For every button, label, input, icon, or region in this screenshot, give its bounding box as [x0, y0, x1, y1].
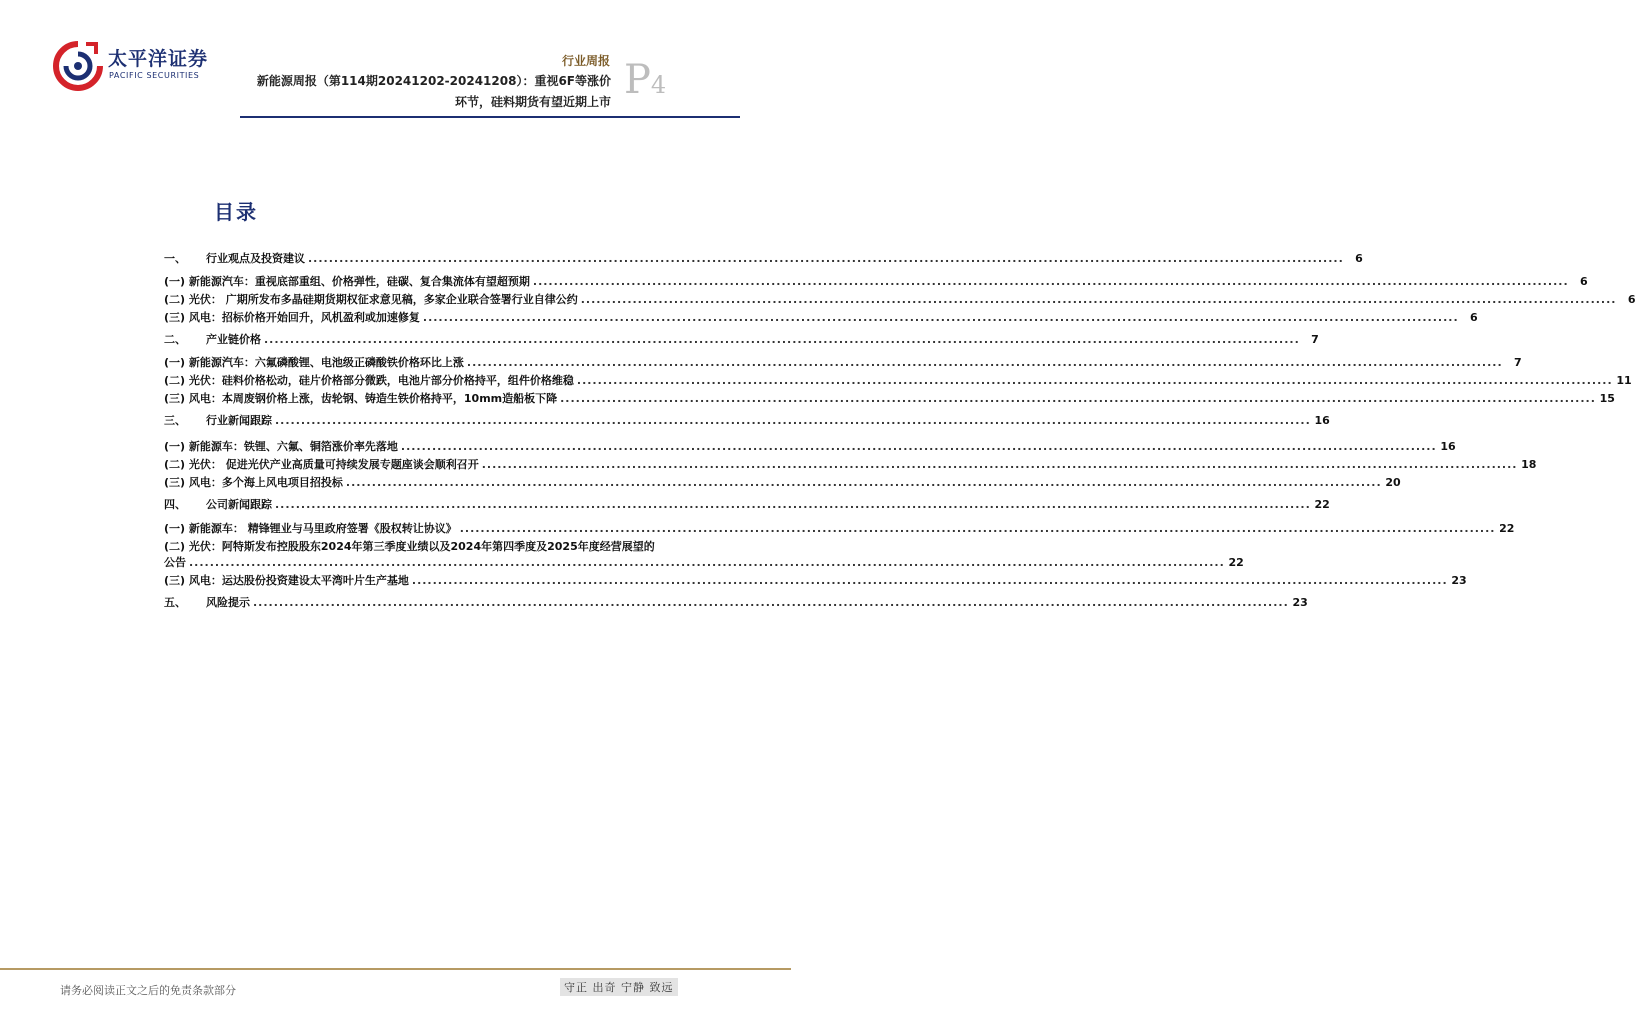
logo-chinese-name: 太平洋证券 [108, 48, 209, 70]
toc-leader-dots: ........................................................................................................................................................................................................ [466, 356, 1503, 369]
toc-leader-dots: ........................................................................................................................................................................................................ [481, 458, 1518, 471]
toc-leader-dots: ........................................................................................................................................................................................................ [345, 476, 1382, 489]
logo-english-name: PACIFIC SECURITIES [109, 71, 200, 80]
toc-entry[interactable] [164, 412, 1330, 430]
toc-entry[interactable] [164, 438, 1456, 456]
toc-entry-number: 五、 [164, 596, 186, 609]
toc-entry-text: 新能源汽车：重视底部重组、价格弹性，硅碳、复合集流体有望超预期 [188, 275, 530, 288]
page-header [0, 0, 791, 120]
toc-entry[interactable] [164, 572, 1467, 590]
toc-entry[interactable] [164, 309, 1478, 327]
toc-entry-page: 15 [1599, 392, 1615, 405]
toc-entry-continuation[interactable] [164, 554, 1244, 572]
toc-entry-text: 产业链价格 [206, 333, 261, 346]
toc-entry[interactable] [164, 331, 1319, 349]
toc-leader-dots: ........................................................................................................................................................................................................ [576, 374, 1613, 387]
toc-entry[interactable] [164, 250, 1363, 268]
toc-entry-text: 光伏： 促进光伏产业高质量可持续发展专题座谈会顺利召开 [188, 458, 479, 471]
toc-entry-page: 22 [1228, 556, 1244, 569]
toc-entry-text: 公告 [164, 556, 186, 569]
toc-leader-dots: ........................................................................................................................................................................................................ [459, 522, 1496, 535]
pacific-logo-icon [52, 40, 104, 92]
toc-entry-text: 风险提示 [206, 596, 250, 609]
toc-entry-number: 四、 [164, 498, 186, 511]
toc-entry[interactable] [164, 456, 1537, 474]
toc-entry-text: 风电：运达股份投资建设太平湾叶片生产基地 [188, 574, 409, 587]
toc-leader-dots: ........................................................................................................................................................................................................ [275, 414, 1311, 427]
toc-entry-text: 光伏： 广期所发布多晶硅期货期权征求意见稿，多家企业联合签署行业自律公约 [188, 293, 578, 306]
toc-entry[interactable] [164, 496, 1330, 514]
footer-slogan: 守正 出奇 宁静 致远 [560, 978, 678, 996]
toc-entry-page: 6 [1579, 275, 1588, 288]
toc-entry[interactable] [164, 354, 1522, 372]
toc-entry-number: (一) [164, 440, 189, 453]
toc-entry-text: 新能源车： 精锋锂业与马里政府签署《股权转让协议》 [188, 522, 457, 535]
toc-entry-number: (一) [164, 522, 189, 535]
toc-entry-number: (二) [164, 293, 189, 306]
toc-leader-dots: ........................................................................................................................................................................................................ [422, 311, 1459, 324]
toc-entry-number: (三) [164, 392, 189, 405]
toc-entry-page: 23 [1451, 574, 1467, 587]
toc-entry[interactable] [164, 372, 1632, 390]
toc-entry-number: (三) [164, 311, 189, 324]
toc-entry-page: 22 [1499, 522, 1515, 535]
toc-entry-number: (三) [164, 476, 189, 489]
toc-entry-text: 光伏：硅料价格松动，硅片价格部分微跌，电池片部分价格持平，组件价格维稳 [188, 374, 574, 387]
company-logo [52, 40, 212, 92]
toc-entry-number: (二) [164, 374, 189, 387]
toc-entry-page: 18 [1521, 458, 1537, 471]
footer-disclaimer: 请务必阅读正文之后的免责条款部分 [60, 984, 236, 997]
toc-leader-dots: ........................................................................................................................................................................................................ [253, 596, 1289, 609]
toc-entry[interactable] [164, 390, 1615, 408]
page-letter: P [624, 57, 651, 103]
toc-entry-text: 公司新闻跟踪 [206, 498, 272, 511]
toc-entry-text: 新能源汽车：六氟磷酸锂、电池级正磷酸铁价格环比上涨 [188, 356, 464, 369]
footer-divider [0, 968, 791, 970]
toc-entry[interactable] [164, 520, 1515, 538]
toc-entry-text: 风电：招标价格开始回升，风机盈利或加速修复 [188, 311, 420, 324]
report-title-line-2: 环节，硅料期货有望近期上市 [454, 95, 611, 109]
toc-entry-text: 新能源车：铁锂、六氟、铜箔涨价率先落地 [188, 440, 398, 453]
toc-entry-number: (一) [164, 356, 189, 369]
toc-leader-dots: ........................................................................................................................................................................................................ [400, 440, 1437, 453]
toc-entry-page: 20 [1385, 476, 1401, 489]
header-divider [240, 116, 740, 118]
toc-entry-text: 行业新闻跟踪 [206, 414, 272, 427]
toc-entry[interactable] [164, 273, 1588, 291]
toc-leader-dots: ........................................................................................................................................................................................................ [189, 556, 1225, 569]
toc-entry-page: 6 [1469, 311, 1478, 324]
toc-entry-text: 行业观点及投资建议 [206, 252, 305, 265]
toc-entry-number: (二) [164, 458, 189, 471]
toc-entry-page: 16 [1440, 440, 1456, 453]
toc-entry-page: 11 [1616, 374, 1632, 387]
toc-entry-text: 光伏：阿特斯发布控股股东2024年第三季度业绩以及2024年第四季度及2025年度经营展望的 [188, 540, 655, 553]
page-number [624, 57, 667, 105]
page-digit: 4 [650, 71, 667, 99]
toc-entry[interactable] [164, 291, 1635, 309]
toc-entry-number: 二、 [164, 333, 186, 346]
toc-leader-dots: ........................................................................................................................................................................................................ [580, 293, 1617, 306]
toc-entry[interactable] [164, 538, 738, 554]
report-category: 行业周报 [561, 54, 610, 68]
toc-entry-number: (二) [164, 540, 189, 553]
toc-entry-number: (一) [164, 275, 189, 288]
toc-entry[interactable] [164, 594, 1308, 612]
toc-entry-page: 7 [1311, 333, 1319, 346]
toc-entry-page: 7 [1513, 356, 1522, 369]
toc-entry[interactable] [164, 474, 1401, 492]
report-title-line-1: 新能源周报（第114期20241202-20241208）：重视6F等涨价 [256, 74, 611, 88]
toc-entry-number: (三) [164, 574, 189, 587]
toc-leader-dots: ........................................................................................................................................................................................................ [308, 252, 1344, 265]
toc-entry-text: 风电：本周废钢价格上涨，齿轮钢、铸造生铁价格持平，10mm造船板下降 [188, 392, 558, 405]
toc-leader-dots: ........................................................................................................................................................................................................ [560, 392, 1596, 405]
toc-leader-dots: ........................................................................................................................................................................................................ [275, 498, 1311, 511]
toc-leader-dots: ........................................................................................................................................................................................................ [532, 275, 1569, 288]
toc-entry-page: 23 [1292, 596, 1308, 609]
toc-leader-dots: ........................................................................................................................................................................................................ [264, 333, 1300, 346]
toc-entry-number: 一、 [164, 252, 186, 265]
toc-leader-dots: ........................................................................................................................................................................................................ [411, 574, 1448, 587]
toc-entry-number: 三、 [164, 414, 186, 427]
toc-entry-page: 6 [1355, 252, 1363, 265]
toc-entry-page: 6 [1627, 293, 1635, 306]
toc-entry-page: 16 [1314, 414, 1330, 427]
toc-title: 目录 [214, 200, 258, 224]
toc-entry-page: 22 [1314, 498, 1330, 511]
toc-entry-text: 风电：多个海上风电项目招投标 [188, 476, 343, 489]
